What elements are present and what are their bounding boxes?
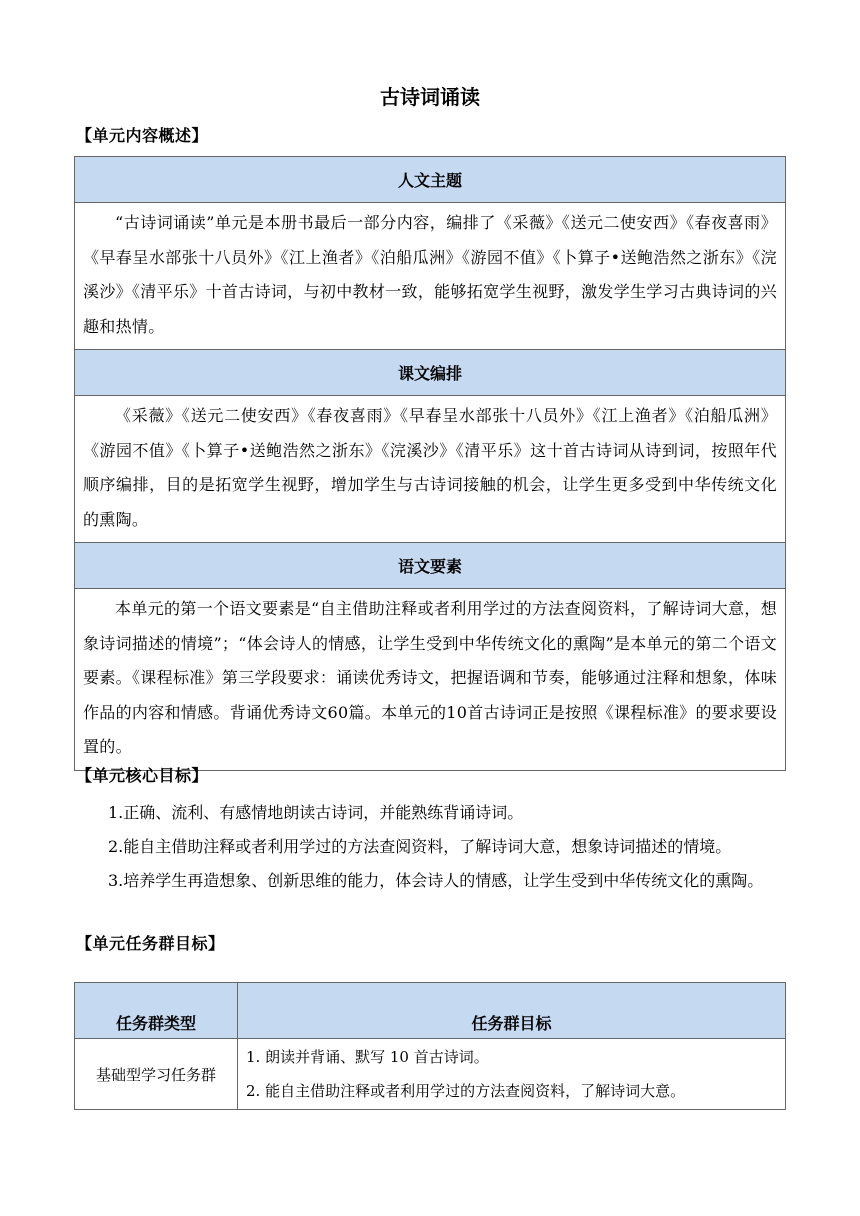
task-type-cell: 基础型学习任务群 (75, 1039, 238, 1110)
task-table-header-row (75, 983, 786, 1039)
core-goals-heading: 【单元核心目标】 (76, 766, 209, 785)
core-goals-list (76, 796, 782, 898)
task-goal-cell (238, 1039, 786, 1110)
overview-heading: 【单元内容概述】 (76, 126, 209, 145)
humanities-text: “古诗词诵读”单元是本册书最后一部分内容，编排了《采薇》《送元二使安西》《春夜喜雨》《早春呈水部张十八员外》《江上渔者》《泊船瓜洲》《游园不值》《卜算子•送鲍浩然之浙东》《浣溪沙》《清平乐》十首古诗词，与初中教材一致，能够拓宽学生视野，激发学生学习古典诗词的兴趣和热情。 (75, 203, 786, 350)
page-title: 古诗词诵读 (380, 85, 480, 109)
core-goal-item: 2.能自主借助注释或者利用学过的方法查阅资料，了解诗词大意，想象诗词描述的情境。 (108, 837, 732, 856)
elements-header: 语文要素 (75, 543, 786, 589)
elements-text: 本单元的第一个语文要素是“自主借助注释或者利用学过的方法查阅资料，了解诗词大意，想象诗词描述的情境”；“体会诗人的情感，让学生受到中华传统文化的熏陶”是本单元的第二个语文要素。《课程标准》第三学段要求：诵读优秀诗文，把握语调和节奏，能够通过注释和想象，体味作品的内容和情感。背诵优秀诗文60篇。本单元的10首古诗词正是按照《课程标准》的要求要设置的。 (75, 589, 786, 771)
task-goal-item: 2. 能自主借助注释或者利用学过的方法查阅资料，了解诗词大意。 (246, 1082, 686, 1100)
col-header-type: 任务群类型 (75, 983, 238, 1039)
arrangement-header: 课文编排 (75, 350, 786, 396)
task-goal-item: 1. 朗读并背诵、默写 10 首古诗词。 (246, 1048, 489, 1066)
humanities-header: 人文主题 (75, 157, 786, 203)
core-goal-item: 1.正确、流利、有感情地朗读古诗词，并能熟练背诵诗词。 (108, 803, 524, 822)
task-goals-table (74, 982, 786, 1110)
core-goal-item: 3.培养学生再造想象、创新思维的能力，体会诗人的情感，让学生受到中华传统文化的熏陶。 (108, 871, 764, 890)
table-row (75, 1039, 786, 1110)
col-header-goal: 任务群目标 (238, 983, 786, 1039)
arrangement-text: 《采薇》《送元二使安西》《春夜喜雨》《早春呈水部张十八员外》《江上渔者》《泊船瓜洲》《游园不值》《卜算子•送鲍浩然之浙东》《浣溪沙》《清平乐》这十首古诗词从诗到词，按照年代顺序编排，目的是拓宽学生视野，增加学生与古诗词接触的机会，让学生更多受到中华传统文化的熏陶。 (75, 396, 786, 543)
overview-table (74, 156, 786, 771)
task-goals-heading: 【单元任务群目标】 (76, 934, 225, 953)
